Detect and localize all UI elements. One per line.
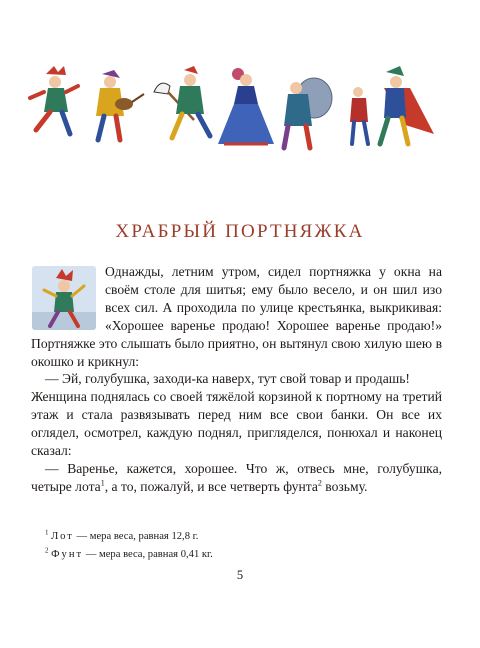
story-title: ХРАБРЫЙ ПОРТНЯЖКА bbox=[115, 221, 365, 242]
lady-figure bbox=[218, 68, 274, 144]
paragraph: — Эй, голубушка, заходи-ка наверх, тут свой товар и продашь! bbox=[45, 371, 410, 387]
paragraph bbox=[31, 460, 442, 496]
header-illustration bbox=[24, 64, 456, 156]
peddler-figure bbox=[284, 78, 332, 148]
paragraph: Женщина поднялась со своей тяжёлой корзиной к портному на третий этаж и стала развязывать перед ним все свои банки. Он все их оглядел, осмотрел, каждую поднял, пригляделся, понюхал и наконец сказал: bbox=[31, 389, 442, 459]
page-number: 5 bbox=[236, 568, 244, 582]
footnote-ref: 2 bbox=[317, 478, 322, 488]
footnote bbox=[45, 546, 435, 564]
paragraph-text: возьму. bbox=[321, 478, 368, 494]
footnote-mark: 2 bbox=[45, 546, 49, 555]
paragraph-text: — Варенье, кажется, хорошее. Что ж, отвесь мне, голубушка, четыре лота bbox=[31, 460, 442, 494]
boy-figure bbox=[350, 87, 368, 144]
footnote-ref: 1 bbox=[100, 478, 105, 488]
footnote-mark: 1 bbox=[45, 528, 49, 537]
footnotes bbox=[45, 528, 435, 564]
hobby-horse-figure bbox=[154, 66, 210, 138]
jester-dropcap-illustration bbox=[32, 266, 96, 330]
footnote-text: — мера веса, равная 12,8 г. bbox=[73, 531, 199, 542]
caped-man-figure bbox=[380, 66, 434, 144]
paragraph: Однажды, летним утром, сидел портняжка у окна на своём столе для шитья; ему было весело, и он шил изо всех сил. А проходила по улице крестьянка, выкрикивая: «Хорошее варенье продаю! Хорошее варенье продаю!» Портняжке это слышать было приятно, он вытянул свою хилую шею в окошко и крикнул: bbox=[31, 264, 442, 369]
lute-player-figure bbox=[96, 70, 144, 140]
jester-figure bbox=[30, 66, 78, 134]
story-text bbox=[31, 263, 442, 496]
footnote-term: Лот bbox=[51, 531, 74, 542]
paragraph-text: , а то, пожалуй, и все четверть фунта bbox=[104, 478, 318, 494]
footnote-text: — мера веса, равная 0,41 кг. bbox=[83, 549, 213, 560]
footnote-term: Фунт bbox=[51, 549, 84, 560]
footnote bbox=[45, 528, 435, 546]
